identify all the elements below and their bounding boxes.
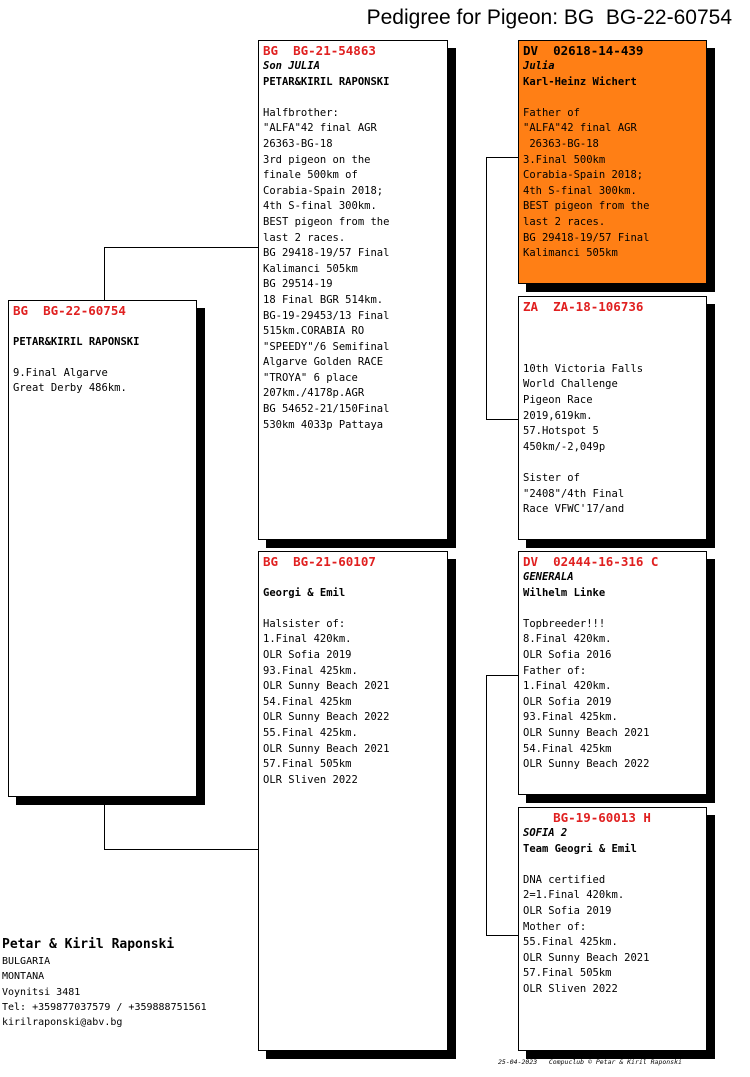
note-line: Topbreeder!!! <box>523 617 606 630</box>
note-line: 54.Final 425km <box>523 742 612 755</box>
note-line: Halfbrother: <box>263 106 339 119</box>
note-line: "TROYA" 6 place <box>263 371 358 384</box>
note-line: 54.Final 425km <box>263 695 352 708</box>
pigeon-notes <box>523 362 702 518</box>
breeder-country: BULGARIA <box>2 956 51 967</box>
note-line: 10th Victoria Falls <box>523 362 644 375</box>
note-line: 4th S-final 300km. <box>523 184 637 197</box>
pigeon-notes <box>523 106 702 262</box>
pigeon-name: Julia <box>523 60 555 72</box>
note-line: 93.Final 425km. <box>523 711 618 724</box>
ring-number: ZA ZA-18-106736 <box>523 299 644 314</box>
note-line: 26363-BG-18 <box>263 137 333 150</box>
note-line: OLR Sofia 2019 <box>263 648 352 661</box>
note-line: 55.Final 425km. <box>523 936 618 949</box>
note-line: OLR Sofia 2019 <box>523 695 612 708</box>
note-line: DNA certified <box>523 873 606 886</box>
note-line: Race VFWC'17/and <box>523 503 625 516</box>
note-line: 530km 4033p Pattaya <box>263 418 384 431</box>
note-line: OLR Sunny Beach 2021 <box>523 951 650 964</box>
breeder-email[interactable]: kirilraponski@abv.bg <box>2 1017 123 1029</box>
note-line: "SPEEDY"/6 Semifinal <box>263 340 390 353</box>
owner-name: PETAR&KIRIL RAPONSKI <box>263 75 390 88</box>
note-line: 57.Final 505km <box>263 758 352 771</box>
note-line: 4th S-final 300km. <box>263 200 377 213</box>
pigeon-name: SOFIA 2 <box>523 827 568 839</box>
note-line: 2=1.Final 420km. <box>523 889 625 902</box>
note-line: Algarve Golden RACE <box>263 356 384 369</box>
note-line: "ALFA"42 final AGR <box>523 122 637 135</box>
note-line: "ALFA"42 final AGR <box>263 122 377 135</box>
pigeon-card-father-mother[interactable] <box>518 296 707 540</box>
breeder-name: Petar & Kiril Raponski <box>2 937 175 952</box>
note-line: 1.Final 420km. <box>263 633 352 646</box>
note-line: Kalimanci 505km <box>523 247 618 260</box>
pigeon-card-father[interactable] <box>258 40 448 540</box>
ring-number: BG BG-21-60107 <box>263 554 376 569</box>
note-line: Father of <box>523 106 580 119</box>
connector-mother-mf <box>486 675 519 936</box>
note-line: Great Derby 486km. <box>13 382 127 395</box>
pigeon-name <box>263 570 443 586</box>
note-line: 57.Hotspot 5 <box>523 425 599 438</box>
note-line: 55.Final 425km. <box>263 726 358 739</box>
note-line: 93.Final 425km. <box>263 664 358 677</box>
note-line: BG-19-29453/13 Final <box>263 309 390 322</box>
note-line: 207km./4178p.AGR <box>263 387 365 400</box>
note-line: "2408"/4th Final <box>523 487 625 500</box>
note-line <box>523 455 702 471</box>
ring-number: BG-19-60013 H <box>523 810 651 825</box>
footer-credit: 25-04-2023 Compuclub © Petar & Kiril Raponski <box>498 1058 682 1066</box>
note-line: 1.Final 420km. <box>523 680 612 693</box>
note-line: Sister of <box>523 471 580 484</box>
note-line: OLR Sunny Beach 2022 <box>263 711 390 724</box>
note-line: last 2 races. <box>523 215 606 228</box>
note-line: Pigeon Race <box>523 393 593 406</box>
ring-number: BG BG-22-60754 <box>13 303 126 318</box>
note-line: 9.Final Algarve <box>13 366 108 379</box>
note-line: 57.Final 505km <box>523 967 612 980</box>
pigeon-card-mother[interactable] <box>258 551 448 1051</box>
owner-name: Georgi & Emil <box>263 586 346 599</box>
note-line: 18 Final BGR 514km. <box>263 293 384 306</box>
note-line: 515km.CORABIA RO <box>263 325 365 338</box>
page-title: Pedigree for Pigeon: BG BG-22-60754 <box>366 6 732 29</box>
note-line: Corabia-Spain 2018; <box>523 169 644 182</box>
pigeon-name <box>13 319 192 335</box>
note-line: OLR Sliven 2022 <box>263 773 358 786</box>
owner-name: Wilhelm Linke <box>523 586 606 599</box>
breeder-info <box>2 936 207 1030</box>
owner-name: Team Geogri & Emil <box>523 842 637 855</box>
note-line: OLR Sunny Beach 2021 <box>263 680 390 693</box>
note-line: 3rd pigeon on the <box>263 153 371 166</box>
note-line: 8.Final 420km. <box>523 633 612 646</box>
note-line: OLR Sunny Beach 2021 <box>263 742 390 755</box>
owner-name: PETAR&KIRIL RAPONSKI <box>13 335 140 348</box>
note-line: Corabia-Spain 2018; <box>263 184 384 197</box>
note-line: OLR Sliven 2022 <box>523 982 618 995</box>
note-line: last 2 races. <box>263 231 346 244</box>
pigeon-card-mother-father[interactable] <box>518 551 707 795</box>
pigeon-card-father-father[interactable] <box>518 40 707 284</box>
note-line: OLR Sunny Beach 2022 <box>523 758 650 771</box>
pigeon-notes <box>13 366 192 397</box>
note-line: OLR Sofia 2016 <box>523 648 612 661</box>
pigeon-card-subject[interactable] <box>8 300 197 797</box>
note-line: OLR Sunny Beach 2021 <box>523 726 650 739</box>
connector-father-ff <box>486 157 519 420</box>
pigeon-name <box>523 315 702 331</box>
note-line: Halsister of: <box>263 617 346 630</box>
note-line: 3.Final 500km <box>523 153 606 166</box>
breeder-region: MONTANA <box>2 971 45 983</box>
note-line: Mother of: <box>523 920 587 933</box>
note-line: 2019,619km. <box>523 409 593 422</box>
note-line: BG 29514-19 <box>263 278 333 291</box>
note-line: BEST pigeon from the <box>263 215 390 228</box>
note-line: BG 29418-19/57 Final <box>523 231 650 244</box>
note-line: 26363-BG-18 <box>523 137 599 150</box>
owner-name <box>523 331 702 347</box>
ring-number: BG BG-21-54863 <box>263 43 376 58</box>
connector-subject-father <box>104 247 259 302</box>
pigeon-name: GENERALA <box>523 571 574 583</box>
note-line: Father of: <box>523 664 587 677</box>
note-line: BG 29418-19/57 Final <box>263 247 390 260</box>
pigeon-notes <box>523 873 702 998</box>
breeder-town: Voynitsi 3481 <box>2 986 81 998</box>
owner-name: Karl-Heinz Wichert <box>523 75 637 88</box>
note-line: finale 500km of <box>263 169 358 182</box>
note-line: BEST pigeon from the <box>523 200 650 213</box>
pigeon-notes <box>523 617 702 773</box>
connector-subject-mother <box>104 797 259 850</box>
ring-number: DV 02444-16-316 C <box>523 554 659 569</box>
ring-number: DV 02618-14-439 <box>523 43 644 58</box>
note-line: 450km/-2,049p <box>523 440 606 453</box>
note-line: World Challenge <box>523 378 618 391</box>
breeder-phone: Tel: +359877037579 / +359888751561 <box>2 1001 207 1013</box>
pigeon-name: Son JULIA <box>263 60 320 72</box>
note-line: BG 54652-21/150Final <box>263 403 390 416</box>
pigeon-notes <box>263 106 443 433</box>
pigeon-notes <box>263 617 443 789</box>
note-line: Kalimanci 505km <box>263 262 358 275</box>
pigeon-card-mother-mother[interactable] <box>518 807 707 1051</box>
note-line: OLR Sofia 2019 <box>523 904 612 917</box>
